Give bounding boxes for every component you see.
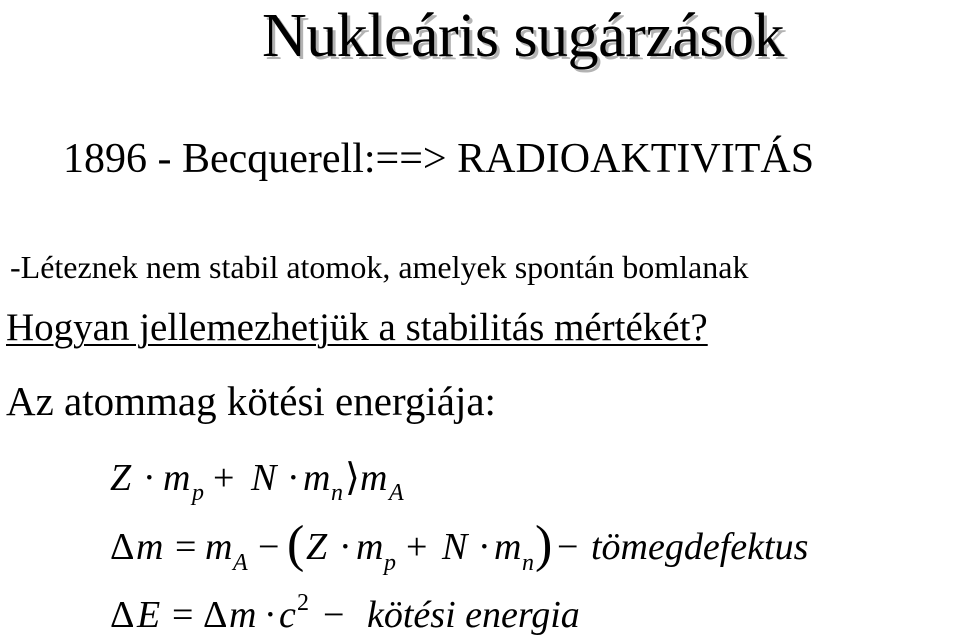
f2-m-2: m	[205, 526, 233, 568]
f1-m-1: m	[163, 457, 191, 499]
f1-cdot-2: ·	[287, 457, 300, 499]
f2-delta: Δ	[110, 526, 135, 568]
f3-cdot: ·	[264, 594, 277, 636]
f1-m-2: m	[303, 457, 331, 499]
line-binding-energy-heading: Az atommag kötési energiája:	[6, 378, 496, 424]
f2-left-paren: (	[287, 516, 305, 573]
f2-sub-p: p	[384, 550, 396, 576]
f3-equals: =	[172, 594, 194, 636]
f1-angle: ⟩	[345, 457, 360, 499]
f2-z: Z	[306, 526, 328, 568]
line-stability-question: Hogyan jellemezhetjük a stabilitás mértékét?	[6, 306, 708, 349]
f2-m-3: m	[356, 526, 384, 568]
f2-right-paren: )	[535, 516, 553, 573]
f3-minus: −	[323, 594, 345, 636]
slide-title: Nukleáris sugárzások	[262, 2, 784, 70]
f2-sub-a: A	[233, 550, 248, 576]
f3-m: m	[229, 594, 257, 636]
f2-minus-2: −	[557, 526, 579, 568]
f2-cdot-2: ·	[478, 526, 491, 568]
f2-m-1: m	[136, 526, 164, 568]
f2-sub-n: n	[522, 550, 534, 576]
f2-minus-1: −	[258, 526, 280, 568]
formula-binding-energy	[110, 590, 580, 636]
f1-sub-n: n	[331, 480, 343, 506]
f1-sub-a: A	[389, 480, 404, 506]
f1-m-3: m	[360, 457, 388, 499]
formula-mass-inequality	[110, 457, 404, 506]
f2-cdot-1: ·	[339, 526, 352, 568]
f1-sub-p: p	[192, 480, 204, 506]
f3-c: c	[279, 594, 296, 636]
f3-e: E	[137, 594, 161, 636]
f2-m-4: m	[494, 526, 522, 568]
line-unstable-atoms: -Léteznek nem stabil atomok, amelyek spontán bomlanak	[10, 249, 749, 285]
f1-n-symbol: N	[251, 457, 277, 499]
f3-exponent: 2	[297, 590, 309, 616]
line-becquerel: 1896 - Becquerell:==> RADIOAKTIVITÁS	[63, 136, 815, 182]
f2-plus: +	[406, 526, 428, 568]
f1-z: Z	[110, 457, 132, 499]
f2-equals: =	[175, 526, 197, 568]
f3-delta-2: Δ	[203, 594, 228, 636]
f3-label-binding-energy: kötési energia	[367, 594, 580, 636]
formula-mass-defect	[110, 516, 808, 576]
f1-plus: +	[213, 457, 235, 499]
f3-delta-1: Δ	[110, 594, 135, 636]
f1-cdot-1: ·	[143, 457, 156, 499]
f2-n-symbol: N	[442, 526, 468, 568]
f2-label-mass-defect: tömegdefektus	[591, 526, 809, 568]
